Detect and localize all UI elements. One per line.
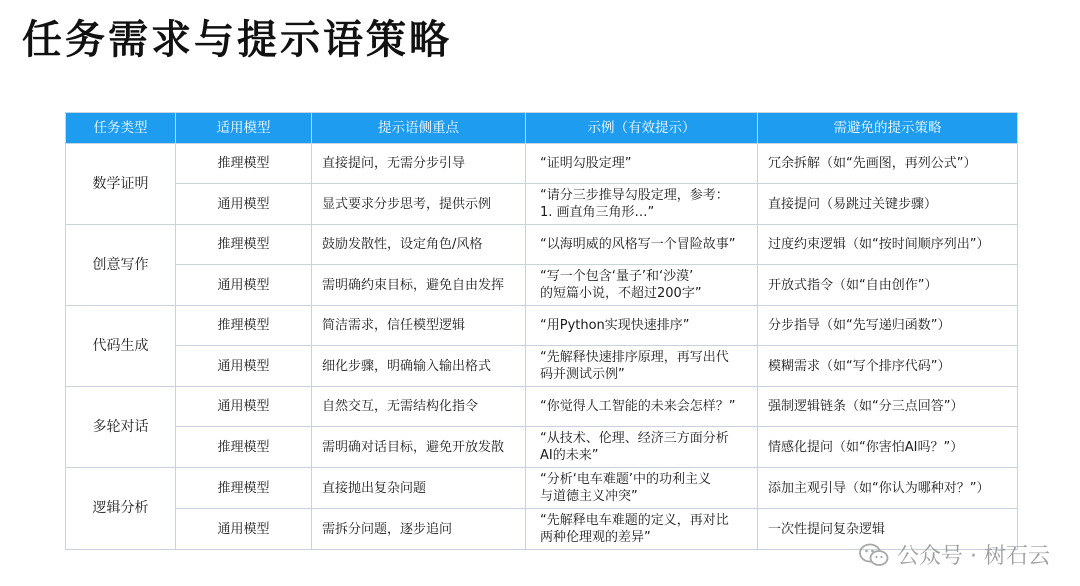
example-cell: “先解释电车难题的定义，再对比 两种伦理观的差异” [526,509,758,550]
task-type-cell: 创意写作 [66,225,176,306]
model-cell: 推理模型 [176,225,312,265]
strategy-table [65,112,1018,550]
table-body [66,144,1018,550]
focus-cell: 直接提问，无需分步引导 [312,144,526,184]
table-row [66,427,1018,468]
header-task-type: 任务类型 [66,113,176,144]
avoid-cell: 添加主观引导（如“你认为哪种对？”） [758,468,1018,509]
table-row [66,265,1018,306]
example-cell: “先解释快速排序原理，再写出代 码并测试示例” [526,346,758,387]
avoid-cell: 开放式指令（如“自由创作”） [758,265,1018,306]
strategy-table-container [65,112,1017,550]
task-type-cell: 代码生成 [66,306,176,387]
header-example: 示例（有效提示） [526,113,758,144]
table-row [66,346,1018,387]
table-row [66,306,1018,346]
header-avoid: 需避免的提示策略 [758,113,1018,144]
avoid-cell: 情感化提问（如“你害怕AI吗？”） [758,427,1018,468]
focus-cell: 直接抛出复杂问题 [312,468,526,509]
example-cell: “从技术、伦理、经济三方面分析 AI的未来” [526,427,758,468]
focus-cell: 需明确约束目标，避免自由发挥 [312,265,526,306]
avoid-cell: 直接提问（易跳过关键步骤） [758,184,1018,225]
avoid-cell: 过度约束逻辑（如“按时间顺序列出”） [758,225,1018,265]
example-cell: “写一个包含‘量子’和‘沙漠’ 的短篇小说，不超过200字” [526,265,758,306]
watermark [859,539,1050,570]
focus-cell: 显式要求分步思考，提供示例 [312,184,526,225]
model-cell: 推理模型 [176,468,312,509]
model-cell: 通用模型 [176,387,312,427]
table-header [66,113,1018,144]
example-cell: “以海明威的风格写一个冒险故事” [526,225,758,265]
focus-cell: 自然交互，无需结构化指令 [312,387,526,427]
task-type-cell: 逻辑分析 [66,468,176,550]
header-model: 适用模型 [176,113,312,144]
avoid-cell: 分步指导（如“先写递归函数”） [758,306,1018,346]
example-cell: “证明勾股定理” [526,144,758,184]
avoid-cell: 强制逻辑链条（如“分三点回答”） [758,387,1018,427]
example-cell: “用Python实现快速排序” [526,306,758,346]
focus-cell: 细化步骤，明确输入输出格式 [312,346,526,387]
avoid-cell: 冗余拆解（如“先画图，再列公式”） [758,144,1018,184]
header-row [66,113,1018,144]
avoid-cell: 模糊需求（如“写个排序代码”） [758,346,1018,387]
task-type-cell: 多轮对话 [66,387,176,468]
model-cell: 通用模型 [176,184,312,225]
table-row [66,468,1018,509]
model-cell: 推理模型 [176,427,312,468]
example-cell: “分析‘电车难题’中的功利主义 与道德主义冲突” [526,468,758,509]
avoid-cell: 一次性提问复杂逻辑 [758,509,1018,550]
table-row [66,387,1018,427]
table-row [66,225,1018,265]
model-cell: 推理模型 [176,306,312,346]
focus-cell: 需拆分问题，逐步追问 [312,509,526,550]
focus-cell: 需明确对话目标，避免开放发散 [312,427,526,468]
model-cell: 通用模型 [176,346,312,387]
table-row [66,144,1018,184]
task-type-cell: 数学证明 [66,144,176,225]
example-cell: “你觉得人工智能的未来会怎样？” [526,387,758,427]
example-cell: “请分三步推导勾股定理，参考： 1. 画直角三角形…” [526,184,758,225]
focus-cell: 简洁需求，信任模型逻辑 [312,306,526,346]
watermark-text: 公众号 · 树石云 [897,544,1050,569]
model-cell: 通用模型 [176,509,312,550]
table-row [66,184,1018,225]
header-prompt-focus: 提示语侧重点 [312,113,526,144]
model-cell: 推理模型 [176,144,312,184]
page-title: 任务需求与提示语策略 [22,17,452,63]
wechat-icon [859,543,889,567]
model-cell: 通用模型 [176,265,312,306]
focus-cell: 鼓励发散性，设定角色/风格 [312,225,526,265]
